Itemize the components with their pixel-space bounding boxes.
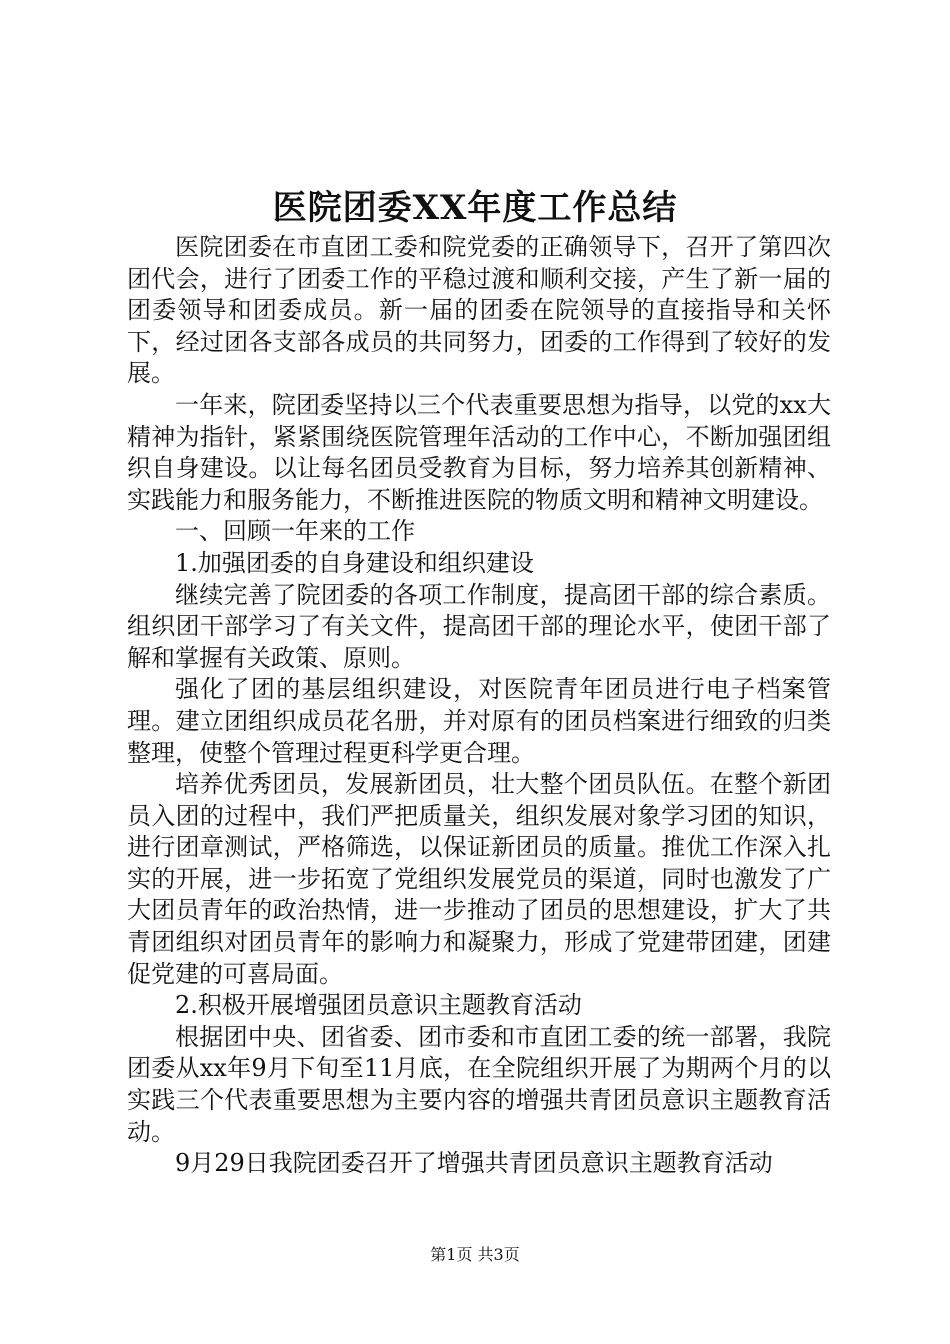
paragraph: 强化了团的基层组织建设，对医院青年团员进行电子档案管理。建立团组织成员花名册，并对原有的团员档案进行细致的归类整理，使整个管理过程更科学更合理。: [127, 675, 831, 767]
subsection-heading: 2.积极开展增强团员意识主题教育活动: [175, 991, 582, 1020]
subsection-heading: 1.加强团委的自身建设和组织建设: [175, 548, 534, 577]
section-heading: 一、回顾一年来的工作: [175, 517, 415, 546]
document-title: 医院团委XX年度工作总结: [272, 188, 678, 228]
paragraph: 9月29日我院团委召开了增强共青团员意识主题教育活动: [175, 1149, 773, 1178]
document-body: [127, 232, 831, 1180]
paragraph: 继续完善了院团委的各项工作制度，提高团干部的综合素质。组织团干部学习了有关文件，提高团干部的理论水平，使团干部了解和掌握有关政策、原则。: [127, 580, 831, 672]
paragraph: 培养优秀团员，发展新团员，壮大整个团员队伍。在整个新团员入团的过程中，我们严把质量关，组织发展对象学习团的知识，进行团章测试，严格筛选，以保证新团员的质量。推优工作深入扎实的开展，进一步拓宽了党组织发展党员的渠道，同时也激发了广大团员青年的政治热情，进一步推动了团员的思想建设，扩大了共青团组织对团员青年的影响力和凝聚力，形成了党建带团建，团建促党建的可喜局面。: [127, 770, 831, 988]
page-number-footer: 第1页 共3页: [430, 1245, 520, 1264]
paragraph: 医院团委在市直团工委和院党委的正确领导下，召开了第四次团代会，进行了团委工作的平稳过渡和顺利交接，产生了新一届的团委领导和团委成员。新一届的团委在院领导的直接指导和关怀下，经过团各支部各成员的共同努力，团委的工作得到了较好的发展。: [127, 233, 831, 388]
paragraph: 根据团中央、团省委、团市委和市直团工委的统一部署，我院团委从xx年9月下旬至11月底，在全院组织开展了为期两个月的以实践三个代表重要思想为主要内容的增强共青团员意识主题教育活动。: [127, 1022, 831, 1146]
paragraph: 一年来，院团委坚持以三个代表重要思想为指导，以党的xx大精神为指针，紧紧围绕医院管理年活动的工作中心，不断加强团组织自身建设。以让每名团员受教育为目标，努力培养其创新精神、实践能力和服务能力，不断推进医院的物质文明和精神文明建设。: [127, 390, 831, 514]
